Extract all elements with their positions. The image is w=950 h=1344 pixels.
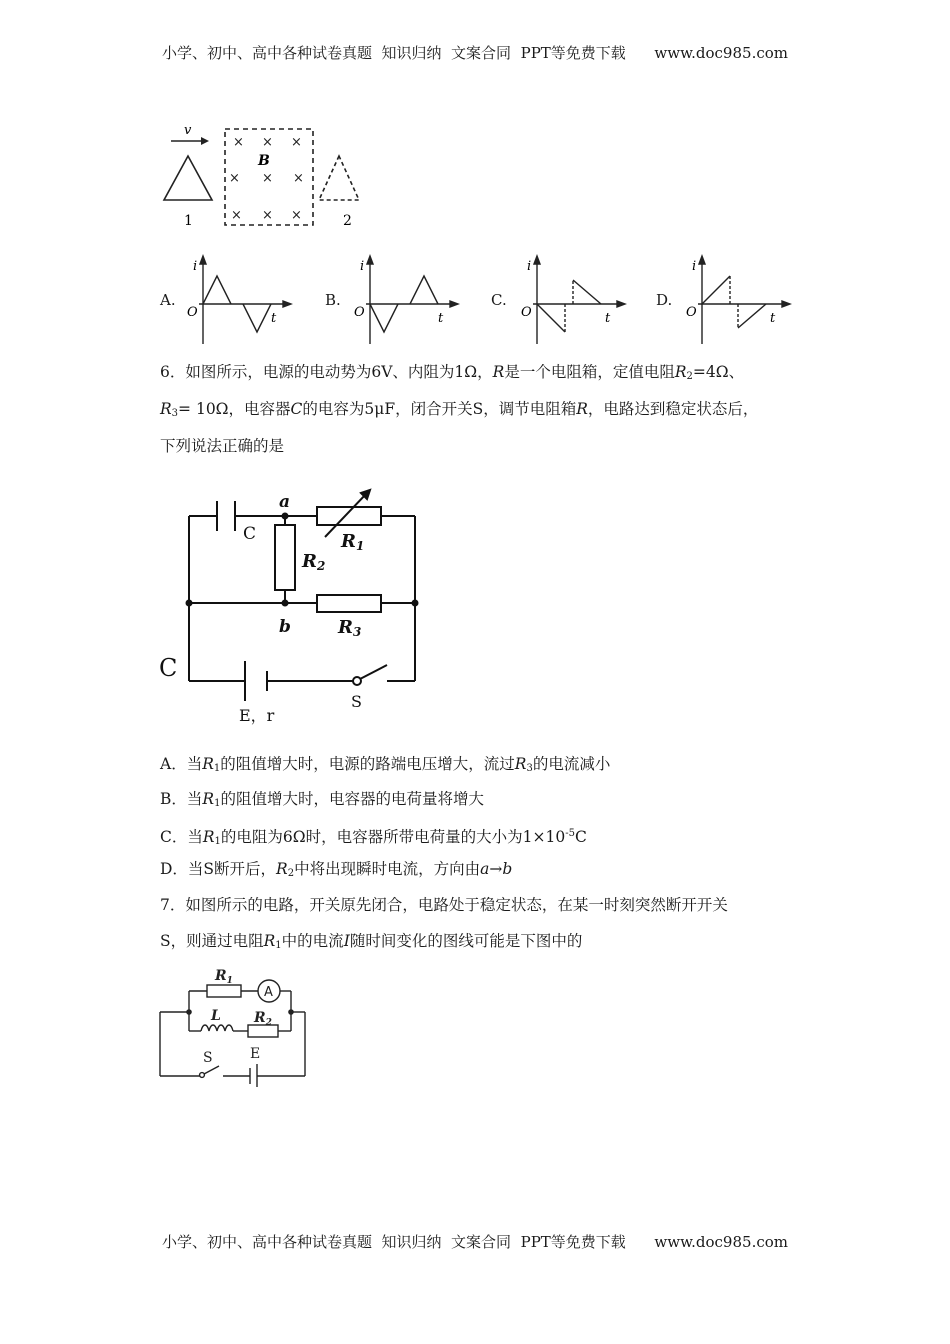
page-header: 小学、初中、高中各种试卷真题 知识归纳 文案合同 PPT等免费下载 www.doc985.com [161, 44, 788, 62]
axis-i: i [527, 259, 532, 274]
q7-emf-label: E [250, 1046, 261, 1062]
origin: O [187, 305, 198, 320]
option-a-label: A. [160, 291, 176, 309]
option-c-label: C. [491, 291, 507, 309]
q6-circuit-figure [155, 485, 435, 730]
option-d-label: D. [656, 291, 673, 309]
axis-i: i [193, 259, 198, 274]
side-option-label: C [159, 654, 178, 682]
svg-text:×: × [262, 135, 273, 150]
svg-text:×: × [233, 135, 244, 150]
origin: O [354, 305, 365, 320]
r3-label: R3 [338, 617, 362, 639]
q5-field-figure [155, 118, 385, 233]
axis-i: i [360, 259, 365, 274]
svg-text:×: × [262, 208, 273, 223]
node-a: a [279, 492, 291, 512]
switch-label: S [351, 692, 362, 711]
svg-text:×: × [291, 208, 302, 223]
origin: O [521, 305, 532, 320]
axis-t: t [271, 311, 277, 326]
axis-t: t [605, 311, 611, 326]
q7-line-1: 7．如图所示的电路，开关原先闭合，电路处于稳定状态，在某一时刻突然断开开关 [160, 896, 728, 914]
origin: O [686, 305, 697, 320]
q6-line-1: 6．如图所示，电源的电动势为6V、内阻为1Ω，R是一个电阻箱，定值电阻$R_2=4\Omega$、 [160, 363, 745, 382]
option-a-graph [183, 254, 295, 346]
q7-r1-label: $R_1$ [215, 968, 233, 986]
axis-i: i [692, 259, 697, 274]
q7-circuit-figure [155, 962, 315, 1087]
option-d-graph [682, 254, 794, 346]
q7-line-2: S，则通过电阻$R_1$中的电流I随时间变化的图线可能是下图中的 [160, 932, 583, 951]
svg-text:×: × [231, 208, 242, 223]
ammeter-label: A [264, 985, 273, 1000]
axis-t: t [438, 311, 444, 326]
axis-t: t [770, 311, 776, 326]
option-b-label: B. [325, 291, 341, 309]
q6-option-d: D．当S断开后，$R_2$中将出现瞬时电流，方向由a→b [160, 860, 513, 879]
svg-text:×: × [293, 171, 304, 186]
q7-r2-label: $R_2$ [254, 1010, 272, 1028]
q6-option-b: B．当$R_1$的阻值增大时，电容器的电荷量将增大 [160, 790, 484, 809]
page-footer: 小学、初中、高中各种试卷真题 知识归纳 文案合同 PPT等免费下载 www.doc985.com [161, 1233, 788, 1251]
q7-switch-label: S [203, 1050, 213, 1066]
q6-option-a: A．当$R_1$的阻值增大时，电源的路端电压增大，流过$R_3$的电流减小 [160, 755, 611, 774]
q6-line-2: $R_3= 10\Omega$，电容器C的电容为5μF，闭合开关S，调节电阻箱R，电路达到稳定状态后， [160, 400, 759, 419]
field-label: B [258, 153, 270, 169]
inductor-label: L [211, 1008, 221, 1024]
option-c-graph [517, 254, 629, 346]
svg-text:×: × [291, 135, 302, 150]
position-2-label: 2 [343, 213, 352, 229]
velocity-label: v [184, 123, 192, 138]
q6-option-c: C．当$R_1$的电阻为6Ω时，电容器所带电荷量的大小为$1\times 10^{-5}C$ [160, 828, 587, 847]
capacitor-label: C [243, 524, 257, 544]
r2-label: R2 [302, 551, 326, 573]
position-1-label: 1 [184, 213, 193, 229]
svg-text:×: × [229, 171, 240, 186]
svg-text:×: × [262, 171, 273, 186]
r1-label: R1 [341, 531, 365, 553]
q6-line-3: 下列说法正确的是 [160, 437, 285, 455]
option-b-graph [350, 254, 462, 346]
source-label: E，r [239, 706, 275, 725]
node-b: b [279, 617, 291, 637]
